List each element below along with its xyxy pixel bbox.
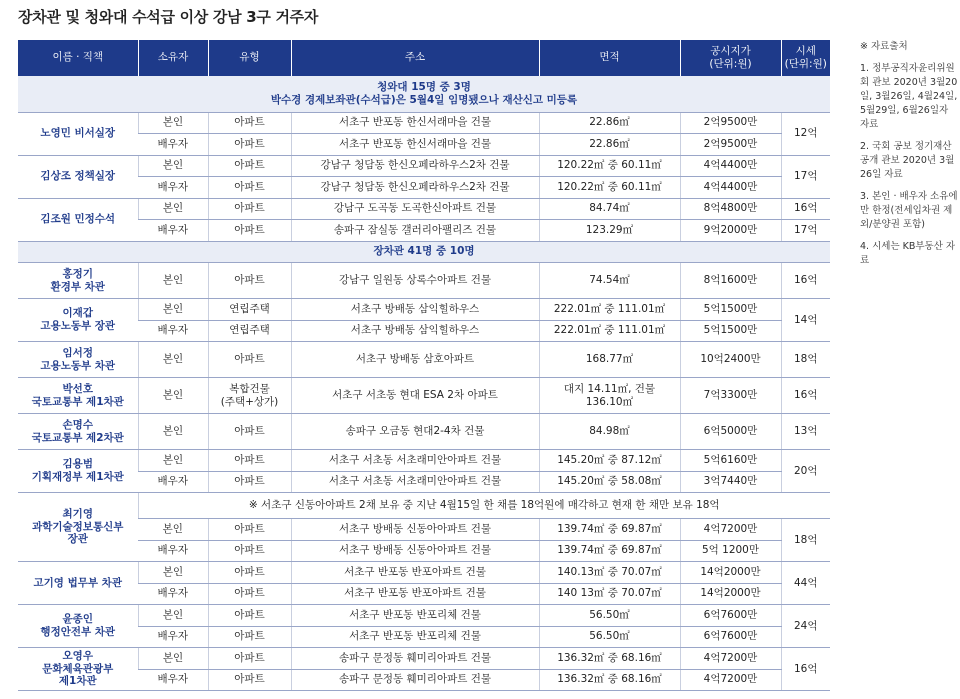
type-cell: 연립주택 [208,299,291,321]
official-price-cell: 4억7200만 [680,648,781,670]
official-price-cell: 6억7600만 [680,605,781,627]
person-name: 김조원 민정수석 [18,198,138,241]
person-title-line: 고용노동부 장관 [40,320,116,332]
person-name: 고기영 법무부 차관 [18,562,138,605]
owner-cell: 본인 [138,299,208,321]
table-row [18,198,830,220]
market-price-cell: 14억 [781,299,830,342]
address-cell: 서초구 반포동 한신서래마을 건물 [291,134,539,156]
table-row [18,320,830,342]
area-cell: 222.01㎡ 중 111.01㎡ [539,320,680,342]
area-cell: 139.74㎡ 중 69.87㎡ [539,519,680,541]
owner-cell: 본인 [138,605,208,627]
source-heading: ※ 자료출처 [860,41,908,52]
market-price-cell: 18억 [781,342,830,378]
type-cell: 연립주택 [208,320,291,342]
source-note-2: 2. 국회 공보 정기재산공개 관보 2020년 3월26일 자료 [860,141,955,180]
type-cell: 아파트 [208,177,291,199]
section-subtitle: 박수경 경제보좌관(수석급)은 5월4일 임명됐으나 재산신고 미등록 [270,93,578,106]
owner-cell: 배우자 [138,669,208,691]
address-cell: 서초구 반포동 한신서래마을 건물 [291,112,539,134]
person-name-line: 임서정 [62,346,93,359]
person-title-line-2: 장관 [67,533,88,546]
table-row [18,220,830,242]
table-row [18,378,830,414]
type-cell: 아파트 [208,583,291,605]
header-row [18,40,830,76]
market-price-cell: 16억 [781,198,830,220]
market-price-cell: 12억 [781,112,830,155]
address-cell: 송파구 문정동 훼미리아파트 건물 [291,669,539,691]
area-cell: 145.20㎡ 중 87.12㎡ [539,450,680,472]
address-cell: 서초구 방배동 삼익힐하우스 [291,299,539,321]
type-cell [208,378,291,414]
area-cell [539,378,680,414]
table-row [18,669,830,691]
table-row [18,450,830,472]
official-price-cell: 8억4800만 [680,198,781,220]
source-note-4: 4. 시세는 KB부동산 자료 [860,241,956,266]
address-cell: 서초구 반포동 반포아파트 건물 [291,583,539,605]
source-notes [860,40,960,276]
address-cell: 강남구 일원동 상록수아파트 건물 [291,263,539,299]
person-name: 노영민 비서실장 [18,112,138,155]
official-price-cell: 8억1600만 [680,263,781,299]
owner-cell: 본인 [138,342,208,378]
person-name [18,493,138,562]
area-cell: 56.50㎡ [539,605,680,627]
area-cell: 139.74㎡ 중 69.87㎡ [539,540,680,562]
area-cell: 222.01㎡ 중 111.01㎡ [539,299,680,321]
type-cell: 아파트 [208,562,291,584]
person-title-line: 국토교통부 제2차관 [31,431,124,444]
address-cell: 서초구 방배동 신동아아파트 건물 [291,519,539,541]
owner-cell: 본인 [138,263,208,299]
address-cell: 송파구 오금동 현대2-4차 건물 [291,414,539,450]
owner-cell: 배우자 [138,220,208,242]
type-cell: 아파트 [208,519,291,541]
type-cell: 아파트 [208,342,291,378]
person-title-line-2: 제1차관 [58,675,97,688]
person-title-line: 환경부 차관 [50,280,105,293]
type-cell: 아파트 [208,112,291,134]
person-title-line: 문화체육관광부 [42,662,114,675]
official-price-cell: 4억7200만 [680,669,781,691]
official-price-cell: 6억5000만 [680,414,781,450]
area-cell: 22.86㎡ [539,134,680,156]
area-cell: 22.86㎡ [539,112,680,134]
market-price-cell: 17억 [781,155,830,198]
official-price-cell: 4억4400만 [680,155,781,177]
note-cell: ※ 서초구 신동아아파트 2채 보유 중 지난 4월15일 한 채를 18억원에 매각하고 현재 한 채만 보유 18억 [138,493,830,519]
owner-cell: 본인 [138,378,208,414]
address-cell: 송파구 잠실동 갤러리아팰리즈 건물 [291,220,539,242]
table-row [18,562,830,584]
owner-cell: 본인 [138,155,208,177]
official-price-cell: 5억6160만 [680,450,781,472]
type-cell: 아파트 [208,540,291,562]
owner-cell: 배우자 [138,471,208,493]
person-name [18,342,138,378]
source-note-1: 1. 정부공직자윤리위원회 관보 2020년 3월20일, 3월26일, 4월24일, 5월29일, 6월26일자 자료 [860,63,958,130]
address-cell: 강남구 청담동 한신오페라하우스2차 건물 [291,177,539,199]
address-cell: 서초구 서초동 서초래미안아파트 건물 [291,450,539,472]
address-cell: 서초구 반포동 반포아파트 건물 [291,562,539,584]
section-row-bluehouse [18,76,830,112]
type-cell: 아파트 [208,414,291,450]
type-cell: 아파트 [208,648,291,670]
table-row [18,605,830,627]
section-title: 청와대 15명 중 3명 [377,81,471,94]
assets-table [18,40,830,691]
owner-cell: 배우자 [138,583,208,605]
address-cell: 서초구 방배동 신동아아파트 건물 [291,540,539,562]
area-cell: 136.32㎡ 중 68.16㎡ [539,669,680,691]
person-title-line: 국토교통부 제1차관 [31,395,124,408]
address-cell: 서초구 반포동 반포리체 건물 [291,626,539,648]
owner-cell: 배우자 [138,134,208,156]
person-name [18,299,138,342]
address-cell: 송파구 문정동 훼미리아파트 건물 [291,648,539,670]
official-price-cell: 5억1500만 [680,299,781,321]
area-cell: 123.29㎡ [539,220,680,242]
owner-cell: 본인 [138,648,208,670]
official-price-cell: 7억3300만 [680,378,781,414]
type-cell: 아파트 [208,263,291,299]
owner-cell: 본인 [138,450,208,472]
official-price-cell: 4억7200만 [680,519,781,541]
owner-cell: 본인 [138,198,208,220]
person-name [18,605,138,648]
person-name-line: 최기영 [62,508,93,521]
owner-cell: 배우자 [138,540,208,562]
table-row [18,493,830,519]
person-name-line: 이재갑 [62,307,93,320]
official-price-cell: 6억7600만 [680,626,781,648]
person-title-line: 고용노동부 차관 [40,359,116,372]
area-line: 대지 14.11㎡, 건물 [563,382,656,395]
person-name-line: 김용범 [62,458,93,471]
type-cell: 아파트 [208,220,291,242]
source-note-3: 3. 본인 · 배우자 소유에만 한정(전세입차권 제외/분양권 포함) [860,191,958,230]
person-name [18,263,138,299]
type-cell: 아파트 [208,471,291,493]
area-cell: 145.20㎡ 중 58.08㎡ [539,471,680,493]
col-header-type: 유형 [208,40,291,76]
section-row-ministers [18,241,830,263]
person-name [18,414,138,450]
area-cell: 120.22㎡ 중 60.11㎡ [539,177,680,199]
official-price-cell: 14억2000만 [680,583,781,605]
area-cell: 140 13㎡ 중 70.07㎡ [539,583,680,605]
col-header-address: 주소 [291,40,539,76]
type-line: 복합건물 [229,382,270,395]
market-price-cell: 20억 [781,450,830,493]
area-cell: 84.74㎡ [539,198,680,220]
area-cell: 56.50㎡ [539,626,680,648]
area-cell: 168.77㎡ [539,342,680,378]
type-cell: 아파트 [208,605,291,627]
type-cell: 아파트 [208,198,291,220]
market-price-cell: 17억 [781,220,830,242]
col-header-owner: 소유자 [138,40,208,76]
person-name [18,648,138,691]
table-row [18,471,830,493]
official-price-cell: 5억1500만 [680,320,781,342]
person-title-line: 행정안전부 차관 [40,626,116,638]
area-cell: 84.98㎡ [539,414,680,450]
person-name-line: 오영우 [62,650,93,663]
address-cell: 서초구 반포동 반포리체 건물 [291,605,539,627]
market-price-cell: 16억 [781,378,830,414]
col-header-official-price [680,40,781,76]
official-price-label: 공시지가 (단위:원) [709,44,752,70]
official-price-cell: 10억2400만 [680,342,781,378]
area-subline: 136.10㎡ [585,395,634,408]
table-row [18,519,830,541]
official-price-cell: 4억4400만 [680,177,781,199]
person-name-line: 홍정기 [62,267,93,280]
market-price-cell: 16억 [781,263,830,299]
market-price-label: 시세 (단위:원) [784,44,827,70]
area-cell: 120.22㎡ 중 60.11㎡ [539,155,680,177]
official-price-cell: 2억9500만 [680,134,781,156]
owner-cell: 본인 [138,414,208,450]
market-price-cell: 16억 [781,648,830,691]
address-cell: 서초구 방배동 삼호아파트 [291,342,539,378]
person-title-line: 과학기술정보통신부 [32,520,124,533]
market-price-cell: 13억 [781,414,830,450]
area-cell: 136.32㎡ 중 68.16㎡ [539,648,680,670]
address-cell: 서초구 방배동 삼익힐하우스 [291,320,539,342]
person-name [18,450,138,493]
official-price-cell: 9억2000만 [680,220,781,242]
table-row [18,299,830,321]
owner-cell: 본인 [138,519,208,541]
owner-cell: 본인 [138,562,208,584]
table-row [18,414,830,450]
person-name: 김상조 정책실장 [18,155,138,198]
table-row [18,112,830,134]
page-title: 장차관 및 청와대 수석급 이상 강남 3구 거주자 [18,8,319,26]
owner-cell: 본인 [138,112,208,134]
official-price-cell: 14억2000만 [680,562,781,584]
owner-cell: 배우자 [138,626,208,648]
col-header-market-price [781,40,830,76]
type-cell: 아파트 [208,450,291,472]
type-cell: 아파트 [208,155,291,177]
table-row [18,648,830,670]
official-price-cell: 3억7440만 [680,471,781,493]
col-header-area: 면적 [539,40,680,76]
type-cell: 아파트 [208,669,291,691]
address-cell: 강남구 청담동 한신오페라하우스2차 건물 [291,155,539,177]
table-row [18,134,830,156]
owner-cell: 배우자 [138,177,208,199]
area-cell: 74.54㎡ [539,263,680,299]
market-price-cell: 18억 [781,519,830,562]
col-header-name: 이름 · 직책 [18,40,138,76]
table-row [18,626,830,648]
table-row [18,540,830,562]
official-price-cell: 2억9500만 [680,112,781,134]
market-price-cell: 44억 [781,562,830,605]
type-cell: 아파트 [208,626,291,648]
address-cell: 서초구 서초동 서초래미안아파트 건물 [291,471,539,493]
person-title-line: 기획재정부 제1차관 [31,471,124,483]
person-name-line: 박선호 [62,382,93,395]
person-name-line: 손명수 [62,418,93,431]
type-subline: (주택+상가) [220,395,279,408]
address-cell: 서초구 서초동 현대 ESA 2차 아파트 [291,378,539,414]
market-price-cell: 24억 [781,605,830,648]
table-row [18,177,830,199]
person-name-line: 윤종인 [62,613,93,626]
table-row [18,342,830,378]
type-cell: 아파트 [208,134,291,156]
area-cell: 140.13㎡ 중 70.07㎡ [539,562,680,584]
table-row [18,583,830,605]
section-title: 장차관 41명 중 10명 [18,241,830,263]
table-row [18,155,830,177]
address-cell: 강남구 도곡동 도곡한신아파트 건물 [291,198,539,220]
official-price-cell: 5억 1200만 [680,540,781,562]
table-row [18,263,830,299]
person-name [18,378,138,414]
owner-cell: 배우자 [138,320,208,342]
